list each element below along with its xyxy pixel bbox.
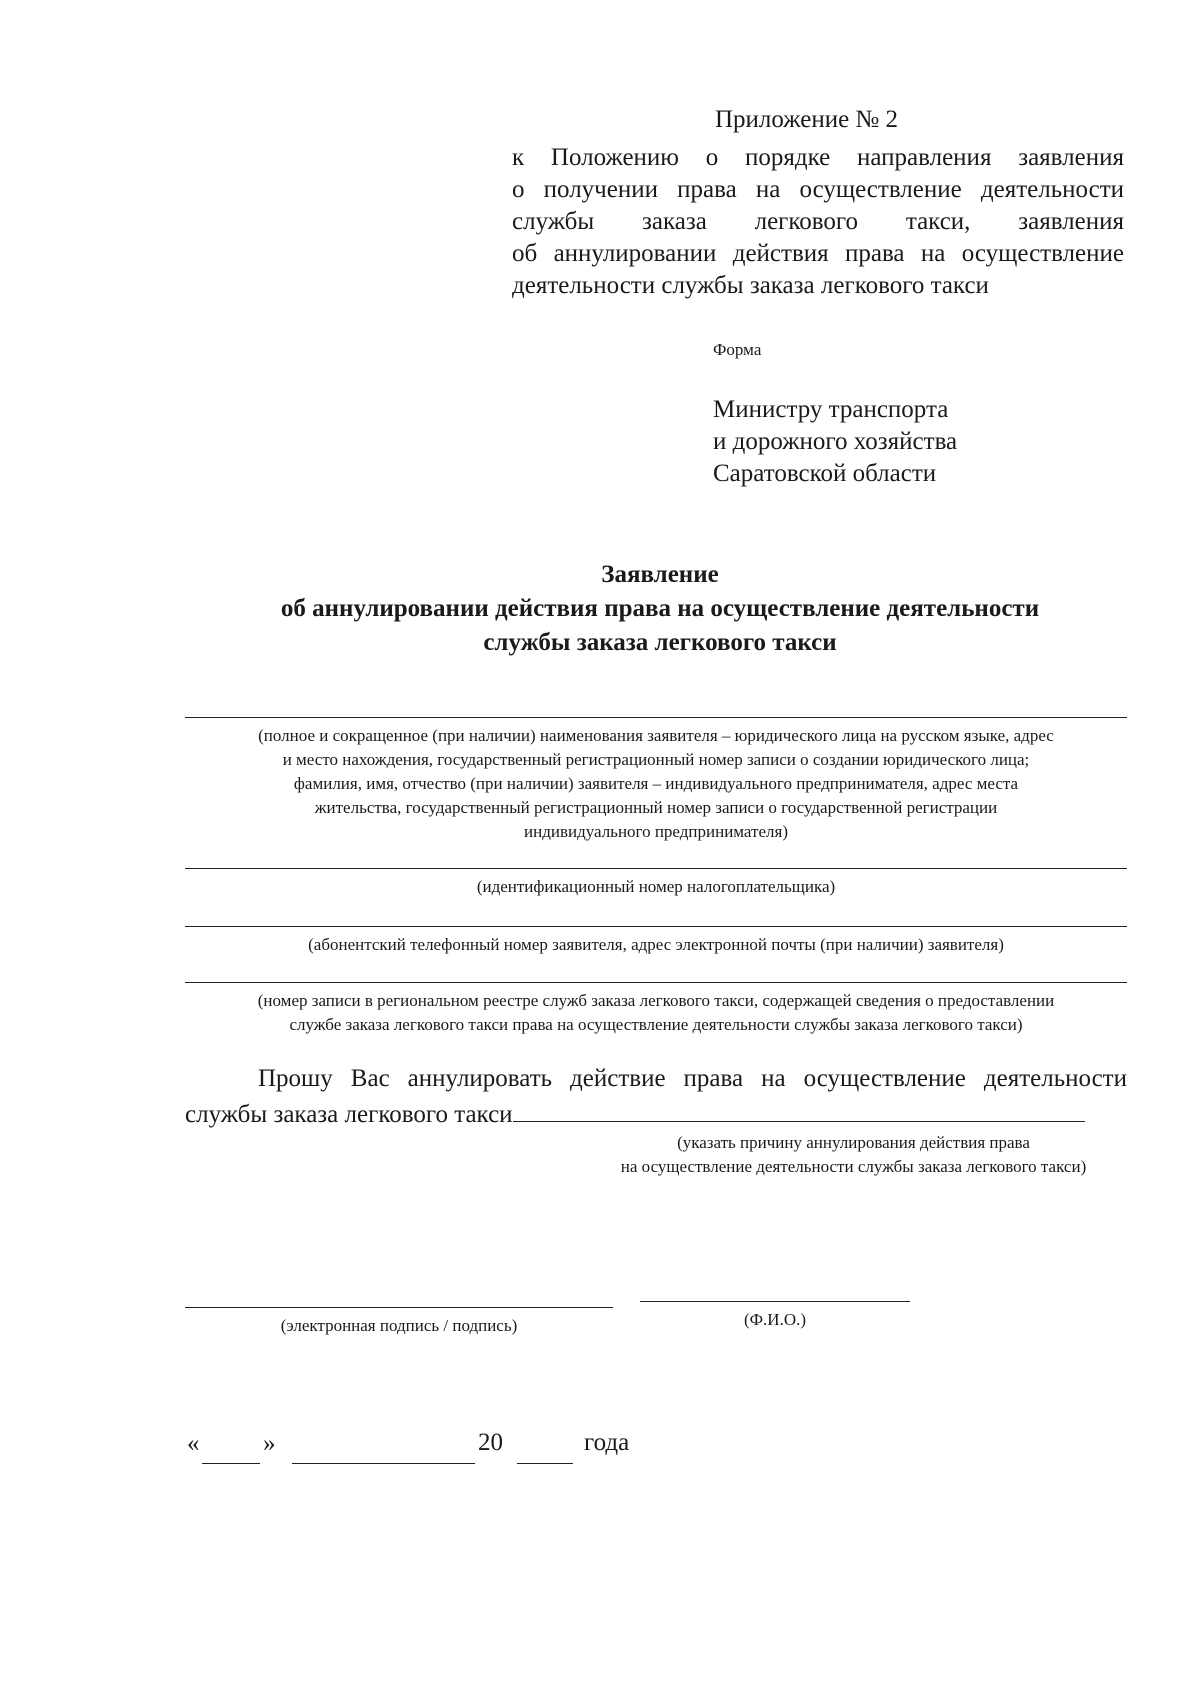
appendix-body	[512, 142, 1124, 302]
applicant-fill-line[interactable]	[185, 717, 1127, 718]
caption-line: (номер записи в региональном реестре служб заказа легкового такси, содержащей сведения о предоставлении	[257, 991, 1055, 1010]
signature-caption: (электронная подпись / подпись)	[280, 1316, 518, 1335]
phone-caption: (абонентский телефонный номер заявителя, адрес электронной почты (при наличии) заявителя)	[308, 935, 1004, 954]
caption-line: и место нахождения, государственный регистрационный номер записи о создании юридического лица;	[282, 750, 1030, 769]
request-line-2-text: службы заказа легкового такси	[185, 1101, 513, 1128]
title-line: Заявление	[601, 561, 719, 588]
signature-fill-line[interactable]	[185, 1307, 613, 1308]
registry-caption	[185, 989, 1127, 1037]
addressee	[713, 394, 957, 490]
fio-fill-line[interactable]	[640, 1301, 910, 1302]
month-fill-line[interactable]	[292, 1463, 475, 1464]
document-title	[0, 558, 1200, 660]
appendix-line: деятельности службы заказа легкового такси	[512, 272, 989, 299]
addressee-line: Министру транспорта	[713, 396, 949, 423]
caption-line: (полное и сокращенное (при наличии) наименования заявителя – юридического лица на русском языке, адрес	[258, 726, 1054, 745]
day-fill-line[interactable]	[202, 1463, 260, 1464]
inn-caption: (идентификационный номер налогоплательщика)	[476, 877, 836, 896]
appendix-line: об аннулировании действия права на осуществление	[512, 240, 1124, 267]
reason-fill-line[interactable]	[513, 1097, 1085, 1122]
year-fill-line[interactable]	[517, 1463, 573, 1464]
appendix-title: Приложение № 2	[715, 106, 899, 133]
applicant-caption	[185, 724, 1127, 844]
addressee-line: и дорожного хозяйства	[713, 428, 958, 455]
caption-line: на осуществление деятельности службы заказа легкового такси)	[620, 1157, 1087, 1176]
registry-fill-line[interactable]	[185, 982, 1127, 983]
date-open-quote: «	[187, 1430, 200, 1457]
title-line: службы заказа легкового такси	[483, 629, 837, 656]
phone-fill-line[interactable]	[185, 926, 1127, 927]
caption-line: фамилия, имя, отчество (при наличии) заявителя – индивидуального предпринимателя, адрес места	[293, 774, 1019, 793]
fio-caption: (Ф.И.О.)	[743, 1310, 807, 1329]
appendix-line: о получении права на осуществление деятельности	[512, 176, 1124, 203]
form-label: Форма	[713, 340, 762, 359]
date-close-quote: »	[263, 1430, 276, 1457]
request-text	[185, 1061, 1127, 1133]
addressee-line: Саратовской области	[713, 460, 937, 487]
caption-line: службе заказа легкового такси права на осуществление деятельности службы заказа легкового такси)	[289, 1015, 1023, 1034]
caption-line: индивидуального предпринимателя)	[524, 822, 788, 841]
request-line-2	[185, 1097, 1127, 1133]
title-line: об аннулировании действия права на осуществление деятельности	[280, 595, 1040, 622]
request-line-1: Прошу Вас аннулировать действие права на осуществление деятельности	[258, 1065, 1127, 1092]
appendix-line: к Положению о порядке направления заявления	[512, 144, 1124, 171]
date-year-prefix: 20	[478, 1429, 503, 1456]
inn-fill-line[interactable]	[185, 868, 1127, 869]
caption-line: жительства, государственный регистрационный номер записи о государственной регистрации	[314, 798, 998, 817]
date-year-suffix: года	[584, 1429, 630, 1456]
reason-caption	[580, 1131, 1127, 1179]
caption-line: (указать причину аннулирования действия права	[677, 1133, 1030, 1152]
appendix-line: службы заказа легкового такси, заявления	[512, 208, 1124, 235]
